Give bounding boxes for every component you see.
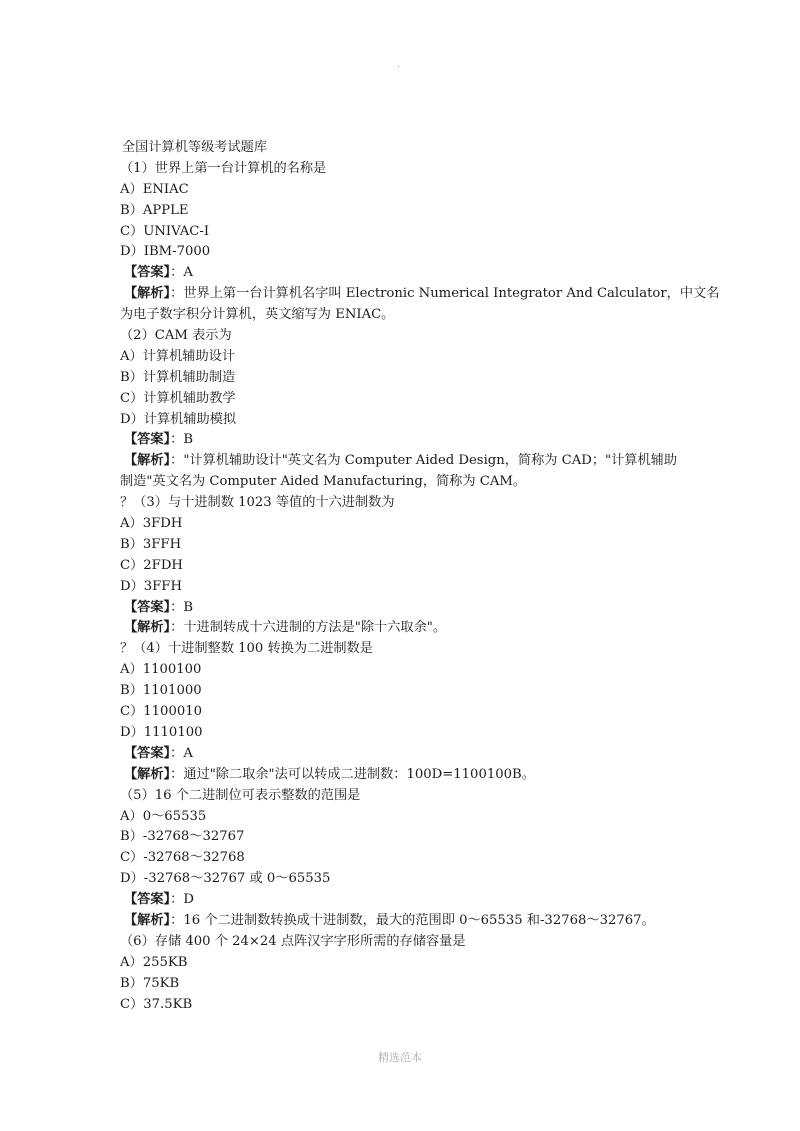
- option-text: A）3FDH: [120, 516, 183, 532]
- option-line: [120, 535, 690, 556]
- option-text: A）计算机辅助设计: [120, 348, 236, 364]
- analysis-line: [120, 284, 720, 305]
- option-text: C）计算机辅助教学: [120, 390, 236, 406]
- header-mark: .: [397, 60, 400, 70]
- option-text: C）1100010: [120, 704, 203, 720]
- answer-text: ：B: [170, 432, 194, 448]
- answer-line: [120, 263, 690, 284]
- option-text: C）-32768～32768: [120, 850, 245, 866]
- option-text: C）37.5KB: [120, 996, 193, 1012]
- answer-line: [120, 430, 690, 451]
- question-line: [120, 932, 690, 953]
- document-title: 全国计算机等级考试题库: [122, 140, 268, 155]
- option-line: [120, 681, 690, 702]
- option-line: [120, 660, 690, 681]
- analysis-line: [120, 765, 690, 786]
- analysis-line: [120, 911, 690, 932]
- option-text: D）-32768～32767 或 0～65535: [120, 871, 331, 887]
- answer-text: ：B: [170, 599, 194, 615]
- option-text: C）2FDH: [120, 557, 183, 573]
- option-line: [120, 869, 690, 890]
- option-line: [120, 827, 690, 848]
- analysis-label: 【解析】: [124, 912, 171, 928]
- option-line: [120, 410, 690, 431]
- answer-text: ：D: [170, 892, 194, 908]
- question-text: （6）存储 400 个 24×24 点阵汉字字形所需的存储容量是: [120, 933, 466, 949]
- analysis-label: 【解析】: [124, 766, 171, 782]
- option-text: D）IBM-7000: [120, 244, 211, 260]
- option-text: B）1101000: [120, 683, 202, 699]
- option-text: B）3FFH: [120, 536, 182, 552]
- continuation-text: 制造"英文名为 Computer Aided Manufacturing，简称为 CAM。: [120, 474, 527, 490]
- answer-label: 【答案】: [124, 892, 171, 908]
- answer-label: 【答案】: [124, 599, 171, 615]
- answer-line: [120, 890, 690, 911]
- option-line: [120, 180, 690, 201]
- option-line: [120, 201, 690, 222]
- analysis-label: 【解析】: [124, 620, 171, 636]
- question-line: [120, 493, 690, 514]
- option-line: [120, 702, 690, 723]
- analysis-text: ：世界上第一台计算机名字叫 Electronic Numerical Integrator And Calculator，中文名: [170, 286, 720, 302]
- question-line: [120, 639, 690, 660]
- answer-label: 【答案】: [124, 745, 171, 761]
- answer-text: ：A: [170, 745, 193, 761]
- continuation-line: [120, 305, 690, 326]
- question-list: [120, 159, 720, 1016]
- analysis-text: ：通过"除二取余"法可以转成二进制数：100D=1100100B。: [170, 766, 535, 782]
- option-line: [120, 242, 690, 263]
- answer-label: 【答案】: [124, 265, 171, 281]
- analysis-text: ："计算机辅助设计"英文名为 Computer Aided Design，简称为 CAD；"计算机辅助: [170, 453, 678, 469]
- option-line: [120, 723, 690, 744]
- question-text: ？（4）十进制整数 100 转换为二进制数是: [120, 641, 373, 657]
- question-text: （5）16 个二进制位可表示整数的范围是: [120, 787, 361, 803]
- option-line: [120, 848, 690, 869]
- option-text: A）1100100: [120, 662, 202, 678]
- analysis-line: [120, 451, 690, 472]
- option-line: [120, 222, 690, 243]
- option-text: A）ENIAC: [120, 181, 189, 197]
- document-body: [120, 138, 720, 1015]
- option-line: [120, 347, 690, 368]
- analysis-text: ：十进制转成十六进制的方法是"除十六取余"。: [170, 620, 447, 636]
- analysis-line: [120, 618, 690, 639]
- option-line: [120, 807, 690, 828]
- option-text: D）计算机辅助模拟: [120, 411, 237, 427]
- option-text: B）-32768～32767: [120, 829, 245, 845]
- analysis-label: 【解析】: [124, 286, 171, 302]
- continuation-line: [120, 472, 690, 493]
- option-text: D）1110100: [120, 724, 203, 740]
- answer-line: [120, 744, 690, 765]
- question-text: ？（3）与十进制数 1023 等值的十六进制数为: [120, 495, 395, 511]
- answer-text: ：A: [170, 265, 193, 281]
- option-text: A）255KB: [120, 954, 188, 970]
- answer-line: [120, 598, 690, 619]
- option-text: A）0～65535: [120, 808, 207, 824]
- option-text: B）75KB: [120, 975, 180, 991]
- option-line: [120, 556, 690, 577]
- question-line: [120, 159, 690, 180]
- option-text: C）UNIVAC-I: [120, 223, 210, 239]
- option-text: D）3FFH: [120, 578, 182, 594]
- continuation-text: 为电子数字积分计算机，英文缩写为 ENIAC。: [120, 307, 395, 323]
- question-text: （2）CAM 表示为: [120, 328, 232, 344]
- option-text: B）计算机辅助制造: [120, 369, 236, 385]
- question-text: （1）世界上第一台计算机的名称是: [120, 160, 327, 176]
- option-line: [120, 389, 690, 410]
- question-line: [120, 326, 690, 347]
- option-text: B）APPLE: [120, 202, 189, 218]
- option-line: [120, 953, 690, 974]
- analysis-text: ：16 个二进制数转换成十进制数，最大的范围即 0～65535 和-32768～32767。: [170, 912, 655, 928]
- analysis-label: 【解析】: [124, 453, 171, 469]
- option-line: [120, 577, 690, 598]
- answer-label: 【答案】: [124, 432, 171, 448]
- question-line: [120, 786, 690, 807]
- option-line: [120, 514, 690, 535]
- option-line: [120, 974, 690, 995]
- option-line: [120, 995, 690, 1016]
- page-footer: 精选范本: [378, 1051, 422, 1064]
- option-line: [120, 368, 690, 389]
